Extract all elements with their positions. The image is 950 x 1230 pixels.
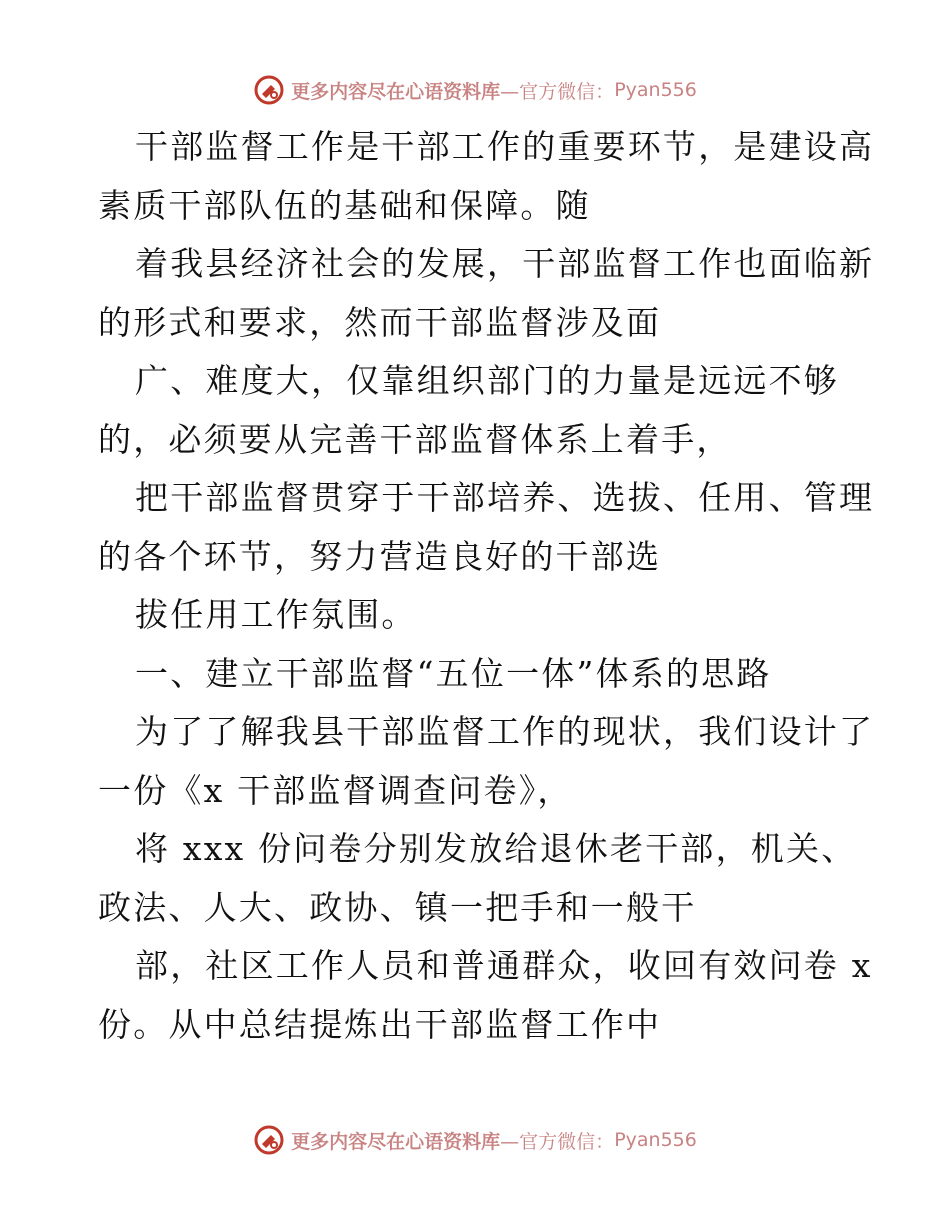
text-line: 份。从中总结提炼出干部监督工作中: [98, 1004, 662, 1044]
text-line: 拔任用工作氛围。: [135, 595, 417, 634]
watermark-wechat-id: Pyan556: [614, 79, 697, 101]
text-line: 为了了解我县干部监督工作的现状，我们设计了: [135, 712, 875, 751]
text-line: 将 xxx 份问卷分别发放给退休老干部，机关、: [135, 829, 857, 868]
footer-watermark: [0, 1122, 950, 1158]
watermark-main-text: 更多内容尽在心语资料库: [291, 80, 501, 103]
watermark-suffix-text: —官方微信：: [500, 80, 615, 103]
document-body: [98, 118, 875, 1054]
text-line: 素质干部队伍的基础和保障。随: [98, 185, 591, 225]
watermark-main-text: 更多内容尽在心语资料库: [291, 1130, 501, 1153]
section-heading: 一、建立干部监督“五位一体”体系的思路: [135, 653, 772, 693]
text-line: 的形式和要求，然而干部监督涉及面: [98, 302, 662, 342]
brand-logo-icon: [253, 1124, 285, 1156]
text-line: 把干部监督贯穿于干部培养、选拔、任用、管理: [135, 478, 875, 517]
text-line: 干部监督工作是干部工作的重要环节，是建设高: [135, 127, 875, 166]
text-line: 政法、人大、政协、镇一把手和一般干: [98, 887, 697, 927]
text-line: 部，社区工作人员和普通群众，收回有效问卷 x: [135, 946, 873, 985]
text-line: 一份《x 干部监督调查问卷》，: [98, 770, 573, 810]
header-watermark: [0, 72, 950, 108]
watermark-wechat-id: Pyan556: [614, 1129, 697, 1151]
text-line: 的各个环节，努力营造良好的干部选: [98, 536, 662, 576]
text-line: 的，必须要从完善干部监督体系上着手，: [98, 419, 732, 459]
text-line: 着我县经济社会的发展，干部监督工作也面临新: [135, 244, 875, 283]
text-line: 广、难度大，仅靠组织部门的力量是远远不够: [135, 361, 839, 400]
brand-logo-icon: [253, 74, 285, 106]
watermark-suffix-text: —官方微信：: [500, 1130, 615, 1153]
